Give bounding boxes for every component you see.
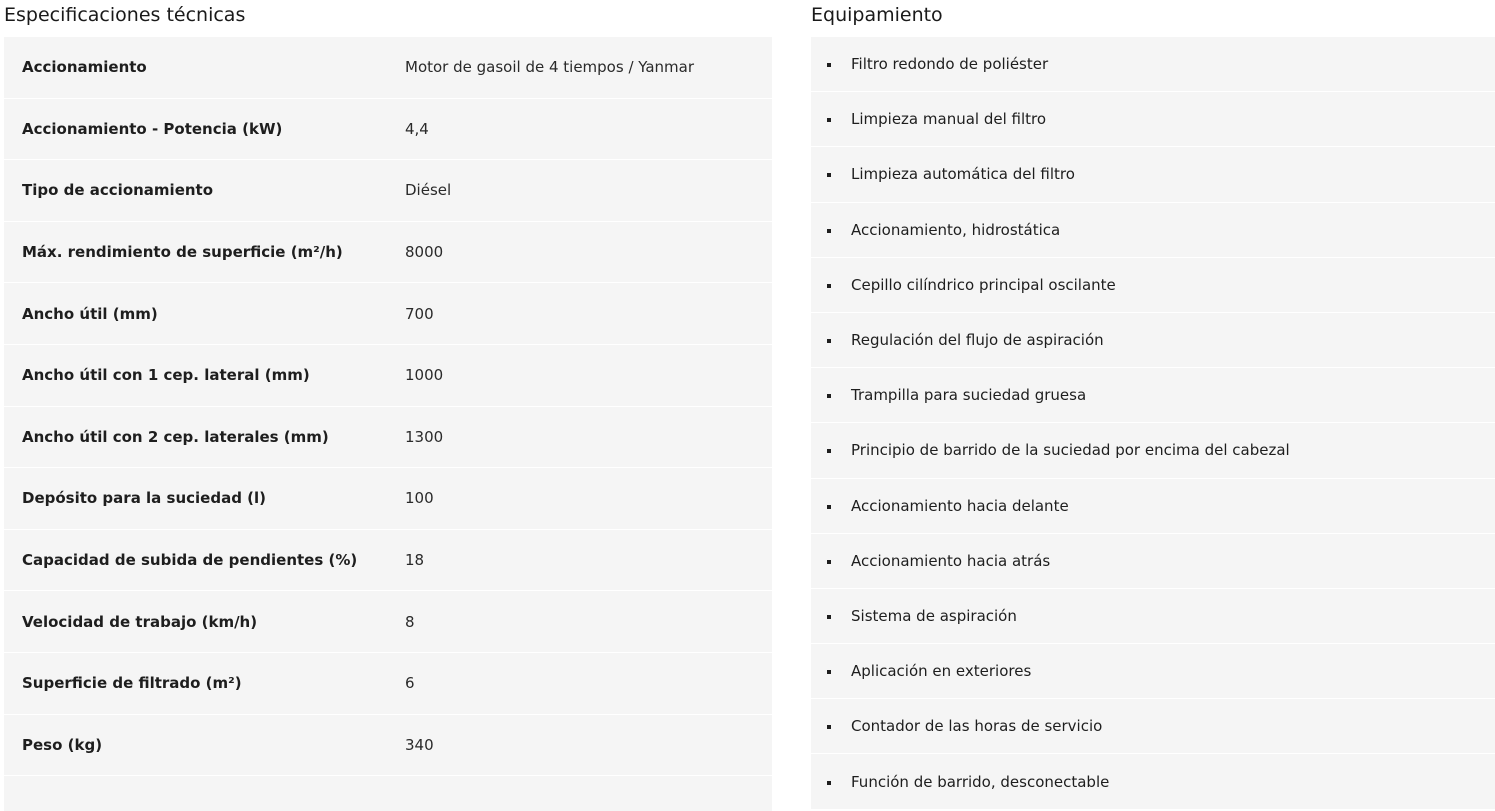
spec-value: 100 xyxy=(405,489,434,508)
spec-value: Diésel xyxy=(405,181,452,200)
equipment-list xyxy=(811,37,1495,811)
bullet-icon xyxy=(827,725,831,729)
equipment-item-label: Accionamiento hacia delante xyxy=(851,496,1069,515)
equipment-item-label: Regulación del flujo de aspiración xyxy=(851,331,1104,350)
equipment-item-label: Accionamiento hacia atrás xyxy=(851,551,1051,570)
spec-value: 6 xyxy=(405,674,415,693)
spec-label: Ancho útil (mm) xyxy=(22,304,158,323)
equipment-item xyxy=(811,423,1495,478)
equipment-item xyxy=(811,479,1495,534)
bullet-icon xyxy=(827,339,831,343)
bullet-icon xyxy=(827,560,831,564)
equipment-item xyxy=(811,534,1495,589)
spec-row xyxy=(4,283,772,345)
bullet-icon xyxy=(827,449,831,453)
equipment-item xyxy=(811,313,1495,368)
bullet-icon xyxy=(827,173,831,177)
bullet-icon xyxy=(827,229,831,233)
spec-row-empty xyxy=(4,776,772,811)
spec-value: 340 xyxy=(405,735,434,754)
spec-value: 700 xyxy=(405,304,434,323)
spec-label: Capacidad de subida de pendientes (%) xyxy=(22,551,358,570)
equipment-item xyxy=(811,699,1495,754)
spec-value: Motor de gasoil de 4 tiempos / Yanmar xyxy=(405,58,695,77)
bullet-icon xyxy=(827,63,831,67)
equipment-item-label: Aplicación en exteriores xyxy=(851,662,1032,681)
spec-label: Máx. rendimiento de superficie (m²/h) xyxy=(22,243,343,262)
spec-value: 1300 xyxy=(405,427,444,446)
spec-label: Accionamiento - Potencia (kW) xyxy=(22,119,283,138)
spec-row xyxy=(4,407,772,469)
bullet-icon xyxy=(827,118,831,122)
spec-value: 8 xyxy=(405,612,415,631)
spec-row xyxy=(4,99,772,161)
spec-label: Ancho útil con 1 cep. lateral (mm) xyxy=(22,366,310,385)
equipment-item xyxy=(811,754,1495,809)
equipment-item xyxy=(811,368,1495,423)
bullet-icon xyxy=(827,670,831,674)
equipment-item xyxy=(811,203,1495,258)
spec-value: 18 xyxy=(405,551,425,570)
spec-label: Velocidad de trabajo (km/h) xyxy=(22,612,258,631)
spec-row xyxy=(4,160,772,222)
spec-label: Depósito para la suciedad (l) xyxy=(22,489,267,508)
equipment-item xyxy=(811,644,1495,699)
equipment-item-label: Principio de barrido de la suciedad por encima del cabezal xyxy=(851,441,1290,460)
bullet-icon xyxy=(827,781,831,785)
equipment-title: Equipamiento xyxy=(811,4,943,26)
spec-label: Tipo de accionamiento xyxy=(22,181,214,200)
spec-value: 8000 xyxy=(405,243,444,262)
spec-value: 4,4 xyxy=(405,119,429,138)
spec-label: Peso (kg) xyxy=(22,735,103,754)
spec-label: Ancho útil con 2 cep. laterales (mm) xyxy=(22,427,329,446)
equipment-item-label: Cepillo cilíndrico principal oscilante xyxy=(851,275,1116,294)
spec-row xyxy=(4,653,772,715)
spec-label: Superficie de filtrado (m²) xyxy=(22,674,242,693)
bullet-icon xyxy=(827,615,831,619)
equipment-item-label: Filtro redondo de poliéster xyxy=(851,55,1049,74)
equipment-item-label: Sistema de aspiración xyxy=(851,606,1017,625)
spec-row xyxy=(4,530,772,592)
equipment-item xyxy=(811,147,1495,202)
spec-row xyxy=(4,715,772,777)
spec-value: 1000 xyxy=(405,366,444,385)
bullet-icon xyxy=(827,505,831,509)
spec-row xyxy=(4,591,772,653)
spec-label: Accionamiento xyxy=(22,58,147,77)
spec-row xyxy=(4,222,772,284)
spec-row xyxy=(4,37,772,99)
equipment-item-label: Limpieza automática del filtro xyxy=(851,165,1075,184)
bullet-icon xyxy=(827,284,831,288)
spec-row xyxy=(4,468,772,530)
equipment-item-label: Contador de las horas de servicio xyxy=(851,717,1103,736)
specs-title: Especificaciones técnicas xyxy=(4,4,246,26)
equipment-item-label: Accionamiento, hidrostática xyxy=(851,220,1061,239)
equipment-item xyxy=(811,258,1495,313)
equipment-item-label: Trampilla para suciedad gruesa xyxy=(851,386,1087,405)
spec-row xyxy=(4,345,772,407)
equipment-item xyxy=(811,92,1495,147)
equipment-item-label: Limpieza manual del filtro xyxy=(851,110,1047,129)
equipment-item xyxy=(811,37,1495,92)
equipment-item xyxy=(811,589,1495,644)
bullet-icon xyxy=(827,394,831,398)
specs-table xyxy=(4,37,772,811)
equipment-item-label: Función de barrido, desconectable xyxy=(851,772,1110,791)
